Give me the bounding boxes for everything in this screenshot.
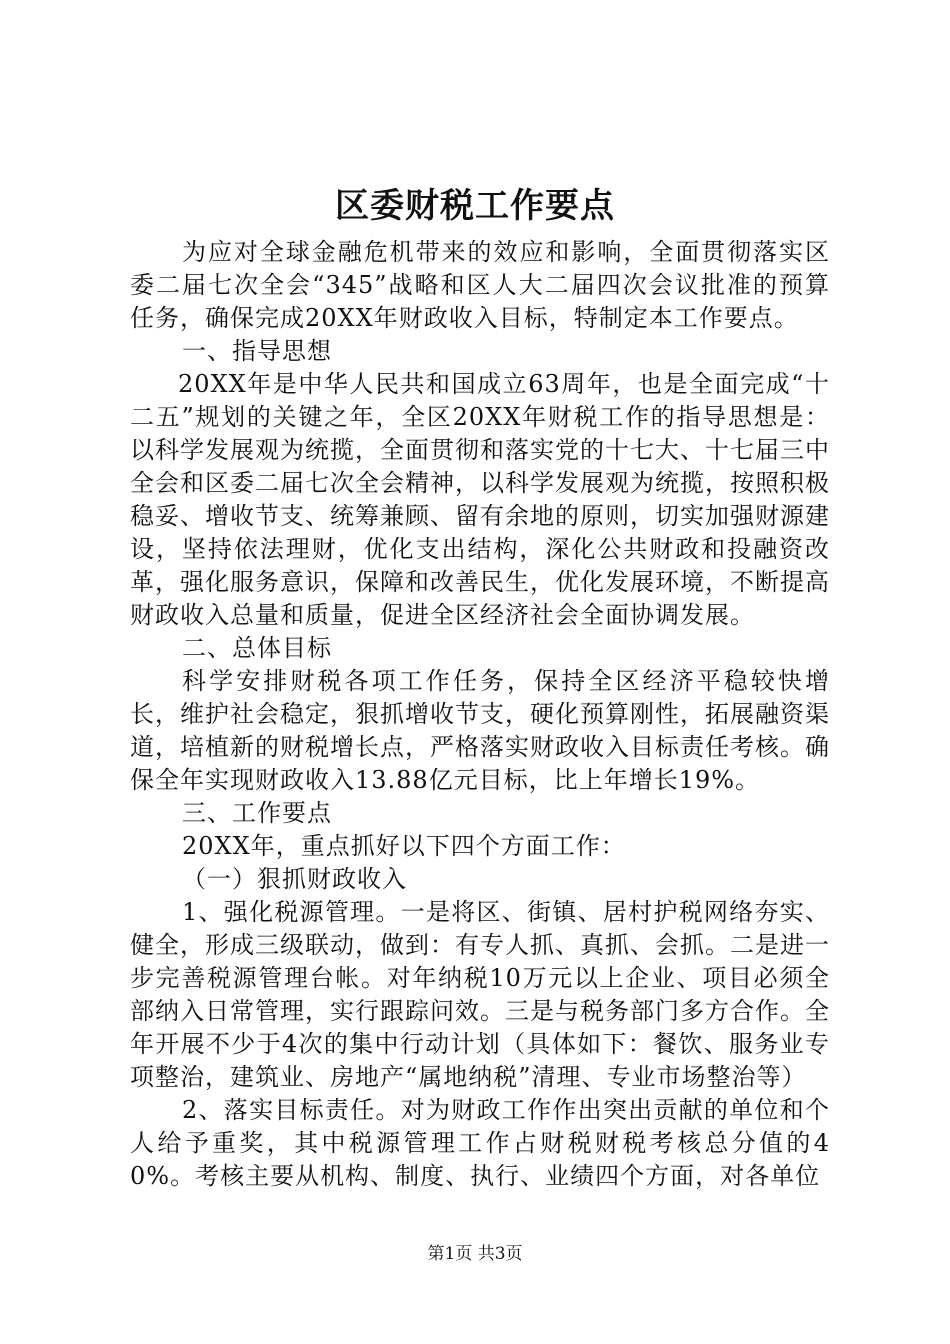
section-heading-guiding-ideology: 一、指导思想 xyxy=(182,337,332,365)
section-heading-work-points: 三、工作要点 xyxy=(182,799,332,827)
document-title: 区委财税工作要点 xyxy=(335,186,615,226)
document-body xyxy=(130,236,830,1193)
intro-paragraph: 为应对全球金融危机带来的效应和影响，全面贯彻落实区委二届七次全会“345”战略和区人大二届四次会议批准的预算任务，确保完成20XX年财政收入目标，特制定本工作要点。 xyxy=(130,238,830,332)
guiding-ideology-paragraph: 20XX年是中华人民共和国成立63周年，也是全面完成“十二五”规划的关键之年，全区20XX年财税工作的指导思想是：以科学发展观为统揽，全面贯彻和落实党的十七大、十七届三中全会和区委二届七次全会精神，以科学发展观为统揽，按照积极稳妥、增收节支、统筹兼顾、留有余地的原则，切实加强财源建设，坚持依法理财，优化支出结构，深化公共财政和投融资改革，强化服务意识，保障和改善民生，优化发展环境，不断提高财政收入总量和质量，促进全区经济社会全面协调发展。 xyxy=(130,370,830,629)
item-target-responsibility: 2、落实目标责任。对为财政工作作出突出贡献的单位和个人给予重奖，其中税源管理工作占财税财税考核总分值的40%。考核主要从机构、制度、执行、业绩四个方面，对各单位 xyxy=(130,1096,830,1190)
page-footer: 第1页 共3页 xyxy=(427,1244,523,1264)
subsection-heading-fiscal-revenue: （一）狠抓财政收入 xyxy=(182,865,407,893)
section-heading-overall-goal: 二、总体目标 xyxy=(182,634,332,662)
overall-goal-paragraph: 科学安排财税各项工作任务，保持全区经济平稳较快增长，维护社会稳定，狠抓增收节支，硬化预算刚性，拓展融资渠道，培植新的财税增长点，严格落实财政收入目标责任考核。确保全年实现财政收入13.88亿元目标，比上年增长19%。 xyxy=(130,667,830,794)
item-tax-source-management: 1、强化税源管理。一是将区、街镇、居村护税网络夯实、健全，形成三级联动，做到：有专人抓、真抓、会抓。二是进一步完善税源管理台帐。对年纳税10万元以上企业、项目必须全部纳入日常管理，实行跟踪问效。三是与税务部门多方合作。全年开展不少于4次的集中行动计划（具体如下：餐饮、服务业专项整治，建筑业、房地产“属地纳税”清理、专业市场整治等） xyxy=(130,898,830,1091)
work-points-intro: 20XX年，重点抓好以下四个方面工作： xyxy=(182,832,626,860)
